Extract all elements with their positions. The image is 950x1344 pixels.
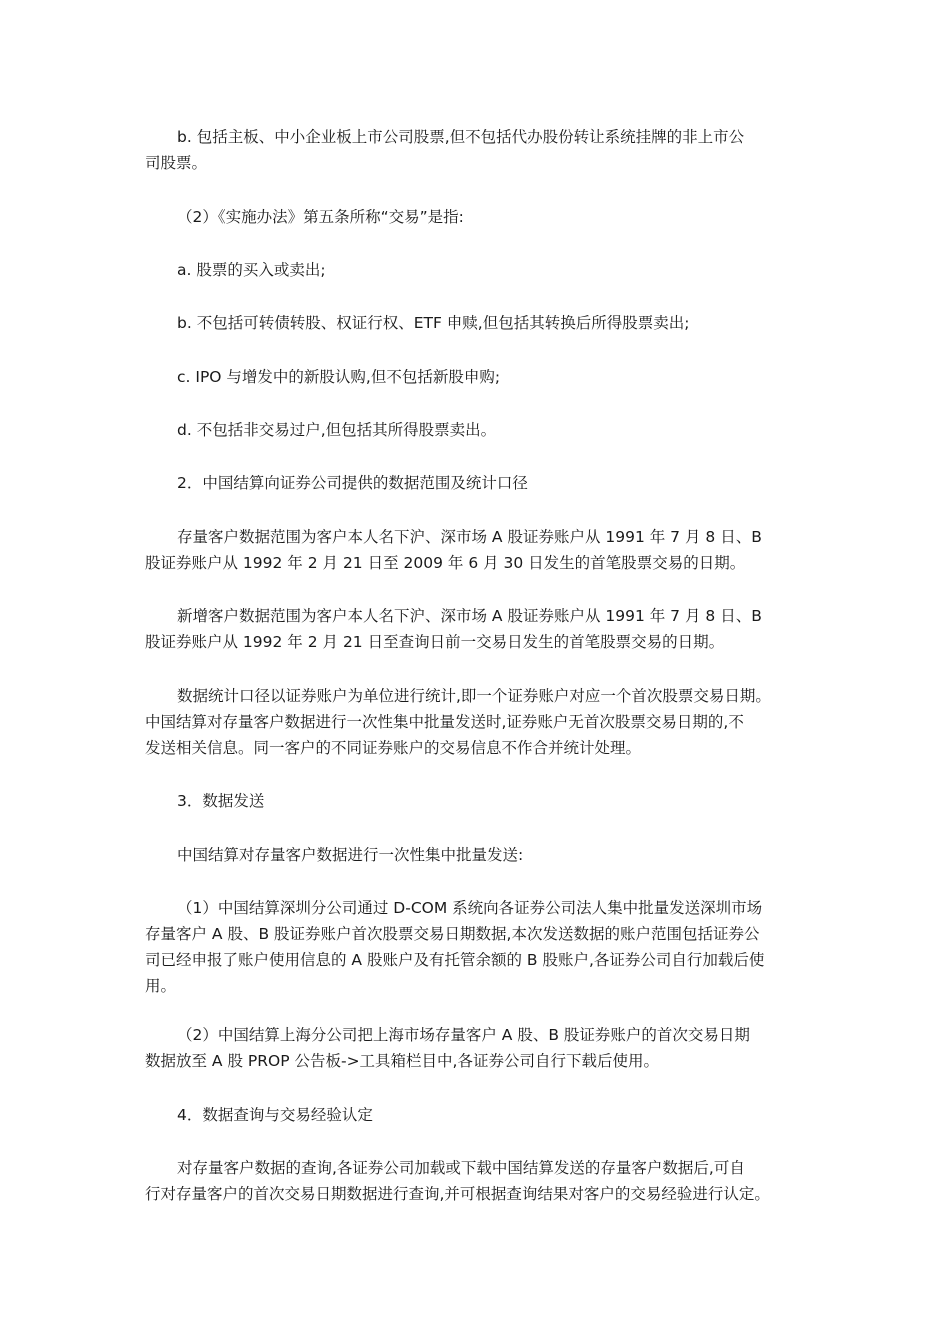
paragraph <box>145 1022 750 1074</box>
text-line: 行对存量客户的首次交易日期数据进行查询,并可根据查询结果对客户的交易经验进行认定。 <box>145 1185 770 1203</box>
text-line: （1）中国结算深圳分公司通过 D-COM 系统向各证券公司法人集中批量发送深圳市场 <box>177 899 763 917</box>
text-line: 股证券账户从 1992 年 2 月 21 日至查询日前一交易日发生的首笔股票交易的日期。 <box>145 633 725 651</box>
paragraph <box>145 683 771 761</box>
text-line: 数据放至 A 股 PROP 公告板->工具箱栏目中,各证券公司自行下载后使用。 <box>145 1052 659 1070</box>
section-heading <box>145 788 264 814</box>
text-line: c. IPO 与增发中的新股认购,但不包括新股申购; <box>177 368 501 386</box>
paragraph <box>145 603 762 655</box>
text-line: 中国结算对存量客户数据进行一次性集中批量发送时,证券账户无首次股票交易日期的,不 <box>145 713 744 731</box>
text-line: b. 不包括可转债转股、权证行权、ETF 申赎,但包括其转换后所得股票卖出; <box>177 314 690 332</box>
paragraph <box>145 417 496 443</box>
text-line: 2．中国结算向证券公司提供的数据范围及统计口径 <box>177 474 528 492</box>
paragraph <box>145 895 764 999</box>
paragraph <box>145 524 762 576</box>
text-line: a. 股票的买入或卖出; <box>177 261 326 279</box>
text-line: 对存量客户数据的查询,各证券公司加载或下载中国结算发送的存量客户数据后,可自 <box>177 1159 745 1177</box>
text-line: 司股票。 <box>145 154 208 172</box>
text-line: 股证券账户从 1992 年 2 月 21 日至 2009 年 6 月 30 日发生的首笔股票交易的日期。 <box>145 554 746 572</box>
paragraph <box>145 257 326 283</box>
paragraph <box>145 1155 770 1207</box>
text-line: b. 包括主板、中小企业板上市公司股票,但不包括代办股份转让系统挂牌的非上市公 <box>177 128 745 146</box>
text-line: 新增客户数据范围为客户本人名下沪、深市场 A 股证券账户从 1991 年 7 月 8 日、B <box>177 607 762 625</box>
text-line: 发送相关信息。同一客户的不同证券账户的交易信息不作合并统计处理。 <box>145 739 642 757</box>
text-line: 司已经申报了账户使用信息的 A 股账户及有托管余额的 B 股账户,各证券公司自行加载后使 <box>145 951 765 969</box>
text-line: （2）中国结算上海分公司把上海市场存量客户 A 股、B 股证券账户的首次交易日期 <box>177 1026 750 1044</box>
text-line: 存量客户 A 股、B 股证券账户首次股票交易日期数据,本次发送数据的账户范围包括证券公 <box>145 925 760 943</box>
paragraph <box>145 310 689 336</box>
text-line: （2）《实施办法》第五条所称“交易”是指: <box>177 208 464 226</box>
text-line: 3．数据发送 <box>177 792 265 810</box>
paragraph <box>145 204 464 230</box>
text-line: 数据统计口径以证券账户为单位进行统计,即一个证券账户对应一个首次股票交易日期。 <box>177 687 771 705</box>
paragraph <box>145 124 744 176</box>
paragraph <box>145 364 500 390</box>
text-line: 中国结算对存量客户数据进行一次性集中批量发送: <box>177 846 524 864</box>
text-line: 存量客户数据范围为客户本人名下沪、深市场 A 股证券账户从 1991 年 7 月 8 日、B <box>177 528 762 546</box>
section-heading <box>145 1102 373 1128</box>
paragraph <box>145 842 523 868</box>
text-line: d. 不包括非交易过户,但包括其所得股票卖出。 <box>177 421 497 439</box>
text-line: 用。 <box>145 977 177 995</box>
section-heading <box>145 470 528 496</box>
text-line: 4．数据查询与交易经验认定 <box>177 1106 373 1124</box>
